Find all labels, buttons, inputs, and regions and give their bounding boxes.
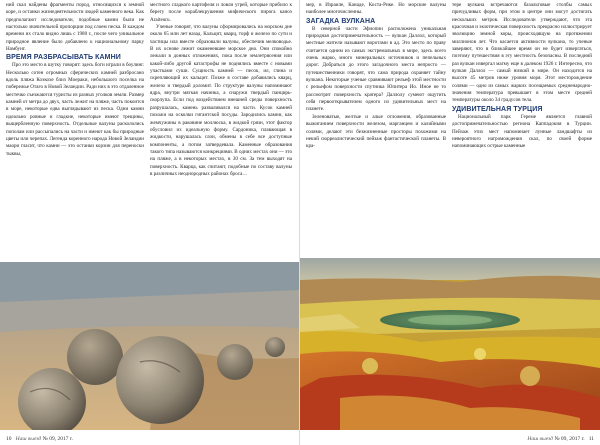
paragraph: местного сладкого картофеля и ловли угрей, которые прибило к берегу после кораблекрушения мифического пирога каноэ Araiteuru. (150, 2, 292, 23)
page-number-left: 10 (6, 436, 12, 442)
paragraph: Национальный парк Гереме является главной достопримечательностью региона Каппадокия в Турции. Пейзаж этих мест напоминает лунные ландшафты из невероятного нагромождения скал, по своей форме напоминающих острые каменные (452, 113, 592, 150)
paragraph: Зеленоватые, желтые и алые отложения, образованные выжиганием поверхности железом, марганцем и калийными солями, делают эти безжизненные просторы похожими на некий сюрреалистический пейзаж фантастической планеты. В кра- (306, 113, 446, 150)
year-left: 2017 г. (57, 436, 73, 442)
left-column-1 (6, 2, 144, 158)
paragraph: ний скал найдены фрагменты пород, относящихся к земной коре, и останки жизнедеятельности людей каменного века. Как предполагают исследователи, подобные камни были не настолько значительной пропорции под слоем песка. В каждом времени их стало видно лишь с 1980 г., после чего уникальное природное явление было добавлено к национальному парку Намбунг. (6, 2, 144, 53)
paragraph: Про это место в шутку говорят: здесь боги играли в боулинг. Несколько сотен огромных сферических камней разбросано вдоль пляжа Коэкохе близ Моераки, небольшого поселка на побережье Отаго в Новой Зеландии. Ради них в это отдаленное местечко съезжаются туристы из разных уголков земли. Размер камней от метра до двух, часть лежит на пляже, часть покоится в море, некоторые едва выглядывают из песка. Одни камни идеально ровные и гладкие, некоторые имеют трещины, выщербленную поверхность. Отдельные валуны раскололись пополам или рассыпались на части и имеют как бы природные цветы или черепах. Легенда коренного народа Новой Зеландии маори гласит, что камни — это останки корзин для переноски тыквы, (6, 62, 144, 157)
issue-left: № 09, (42, 436, 57, 442)
left-footer (6, 436, 73, 442)
magazine-title-left: Наш выезд (15, 436, 42, 442)
section-heading-boulders: ВРЕМЯ РАЗБРАСЫВАТЬ КАМНИ (6, 54, 121, 62)
paragraph: В северной части Эфиопии расположена уникальная природная достопримечательность — вулкан Даллол, который местные жители называют воротами в ад. Это место по праву считается одним из самых экстремальных в мире, здесь всего очень жарко, много минеральных источников и пепельных дорог. Добраться до этого загадочного места непросто — путешественники говорят, что сама природа охраняет тайну вулкана. Некоторые ученые сравнивают рельеф этой местности с рельефом поверхности спутника Юпитера Ио. Иное не то рассмотрит поверхность кратера? Даллолу сумеют ощутить себя первооткрывателем одного из удивительных мест на планете. (306, 25, 446, 113)
right-column-2 (452, 2, 592, 151)
right-column-1 (306, 2, 446, 151)
section-heading-turkey: УДИВИТЕЛЬНАЯ ТУРЦИЯ (452, 105, 543, 113)
section-heading-volcano: ЗАГАДКА ВУЛКАНА (306, 17, 376, 25)
issue-right: № 09, (554, 436, 568, 442)
left-column-2 (150, 2, 292, 178)
magazine-title-right: Наш выезд (527, 436, 553, 442)
paragraph: Ученые говорят, что валуны сформировались на морском дне около 65 млн лет назад. Кальцит, кварц, торф и железо по сути и частицы ила вместе образовали валуны, обеспечив мелководье. В их основе лежит окаменевшее морское дно. Они спокойно лежали в донных отложениях, пока после землетрясения или какой-либо другой катастрофы не поднялись вместе с новыми участками суши. Сущность камней — песок, ил, глина и скрепляющий их кальцит. Позже в составе добавились кварц, железо и твердый доломит. По структуре валуны напоминают ядра, внутри мягкая начинка, а снаружи твердый панцирь-скорлупа. Если под воздействием внешней среды поверхность разрушалась, камень разваливался на части. Кусок камней похожи на осколки гигантской посуды. Зародились камни, как жемчужины в раковине моллюска, в жидкой грязи, этот фактор обусловил их идеальную форму. Сардоника, плавающая в жидкости, нарушалась слои, обмены в себе все доступные компоненты, а потом затвердевала. Каменные образования такого типа называются конкрециями. В одних местах они — это на пляже, а в некоторых местах, в 30 см. За тем выходят на поверхность. Кварца, как считают, подобные по составу валуны в различных неоднородных районах броса… (150, 24, 292, 177)
right-footer (527, 436, 594, 442)
page-number-right: 11 (588, 436, 594, 442)
right-page (300, 0, 600, 445)
moeraki-boulders-photo (0, 262, 300, 430)
year-right: 2017 г. (569, 436, 585, 442)
paragraph: мер, в Израиле, Канаде, Коста-Рике. Но морские валуны наиболее многочисленны. (306, 2, 446, 16)
paragraph: тере вулкана встречаются базальтовые столбы самых причудливых форм, при этом в центре они могут достигать нескольких метров. Исследователи утверждают, что эта красочная и экзотическая поверхность прекрасно иллюстрирует эволюцию земной коры, происходящую на протяжении миллионов лет. Что касается активности вулкана, то ученые заверяют, что в ближайшее время он не будет извергаться, поэтому путешествия в эту местность безопасны. В последний раз вулкан извергал магму еще в далеком 1926 г. Интересно, что вулкан Даллол — самый низкий в мире. Он находится на высоте 45 метров ниже уровня моря. Этот месторождение солями — одно из самых жарких посещаемых средненародно-значения температура превышает в этом месте средней температуры около 34 градусов тела. (452, 2, 592, 104)
dallol-volcano-photo (300, 258, 600, 430)
